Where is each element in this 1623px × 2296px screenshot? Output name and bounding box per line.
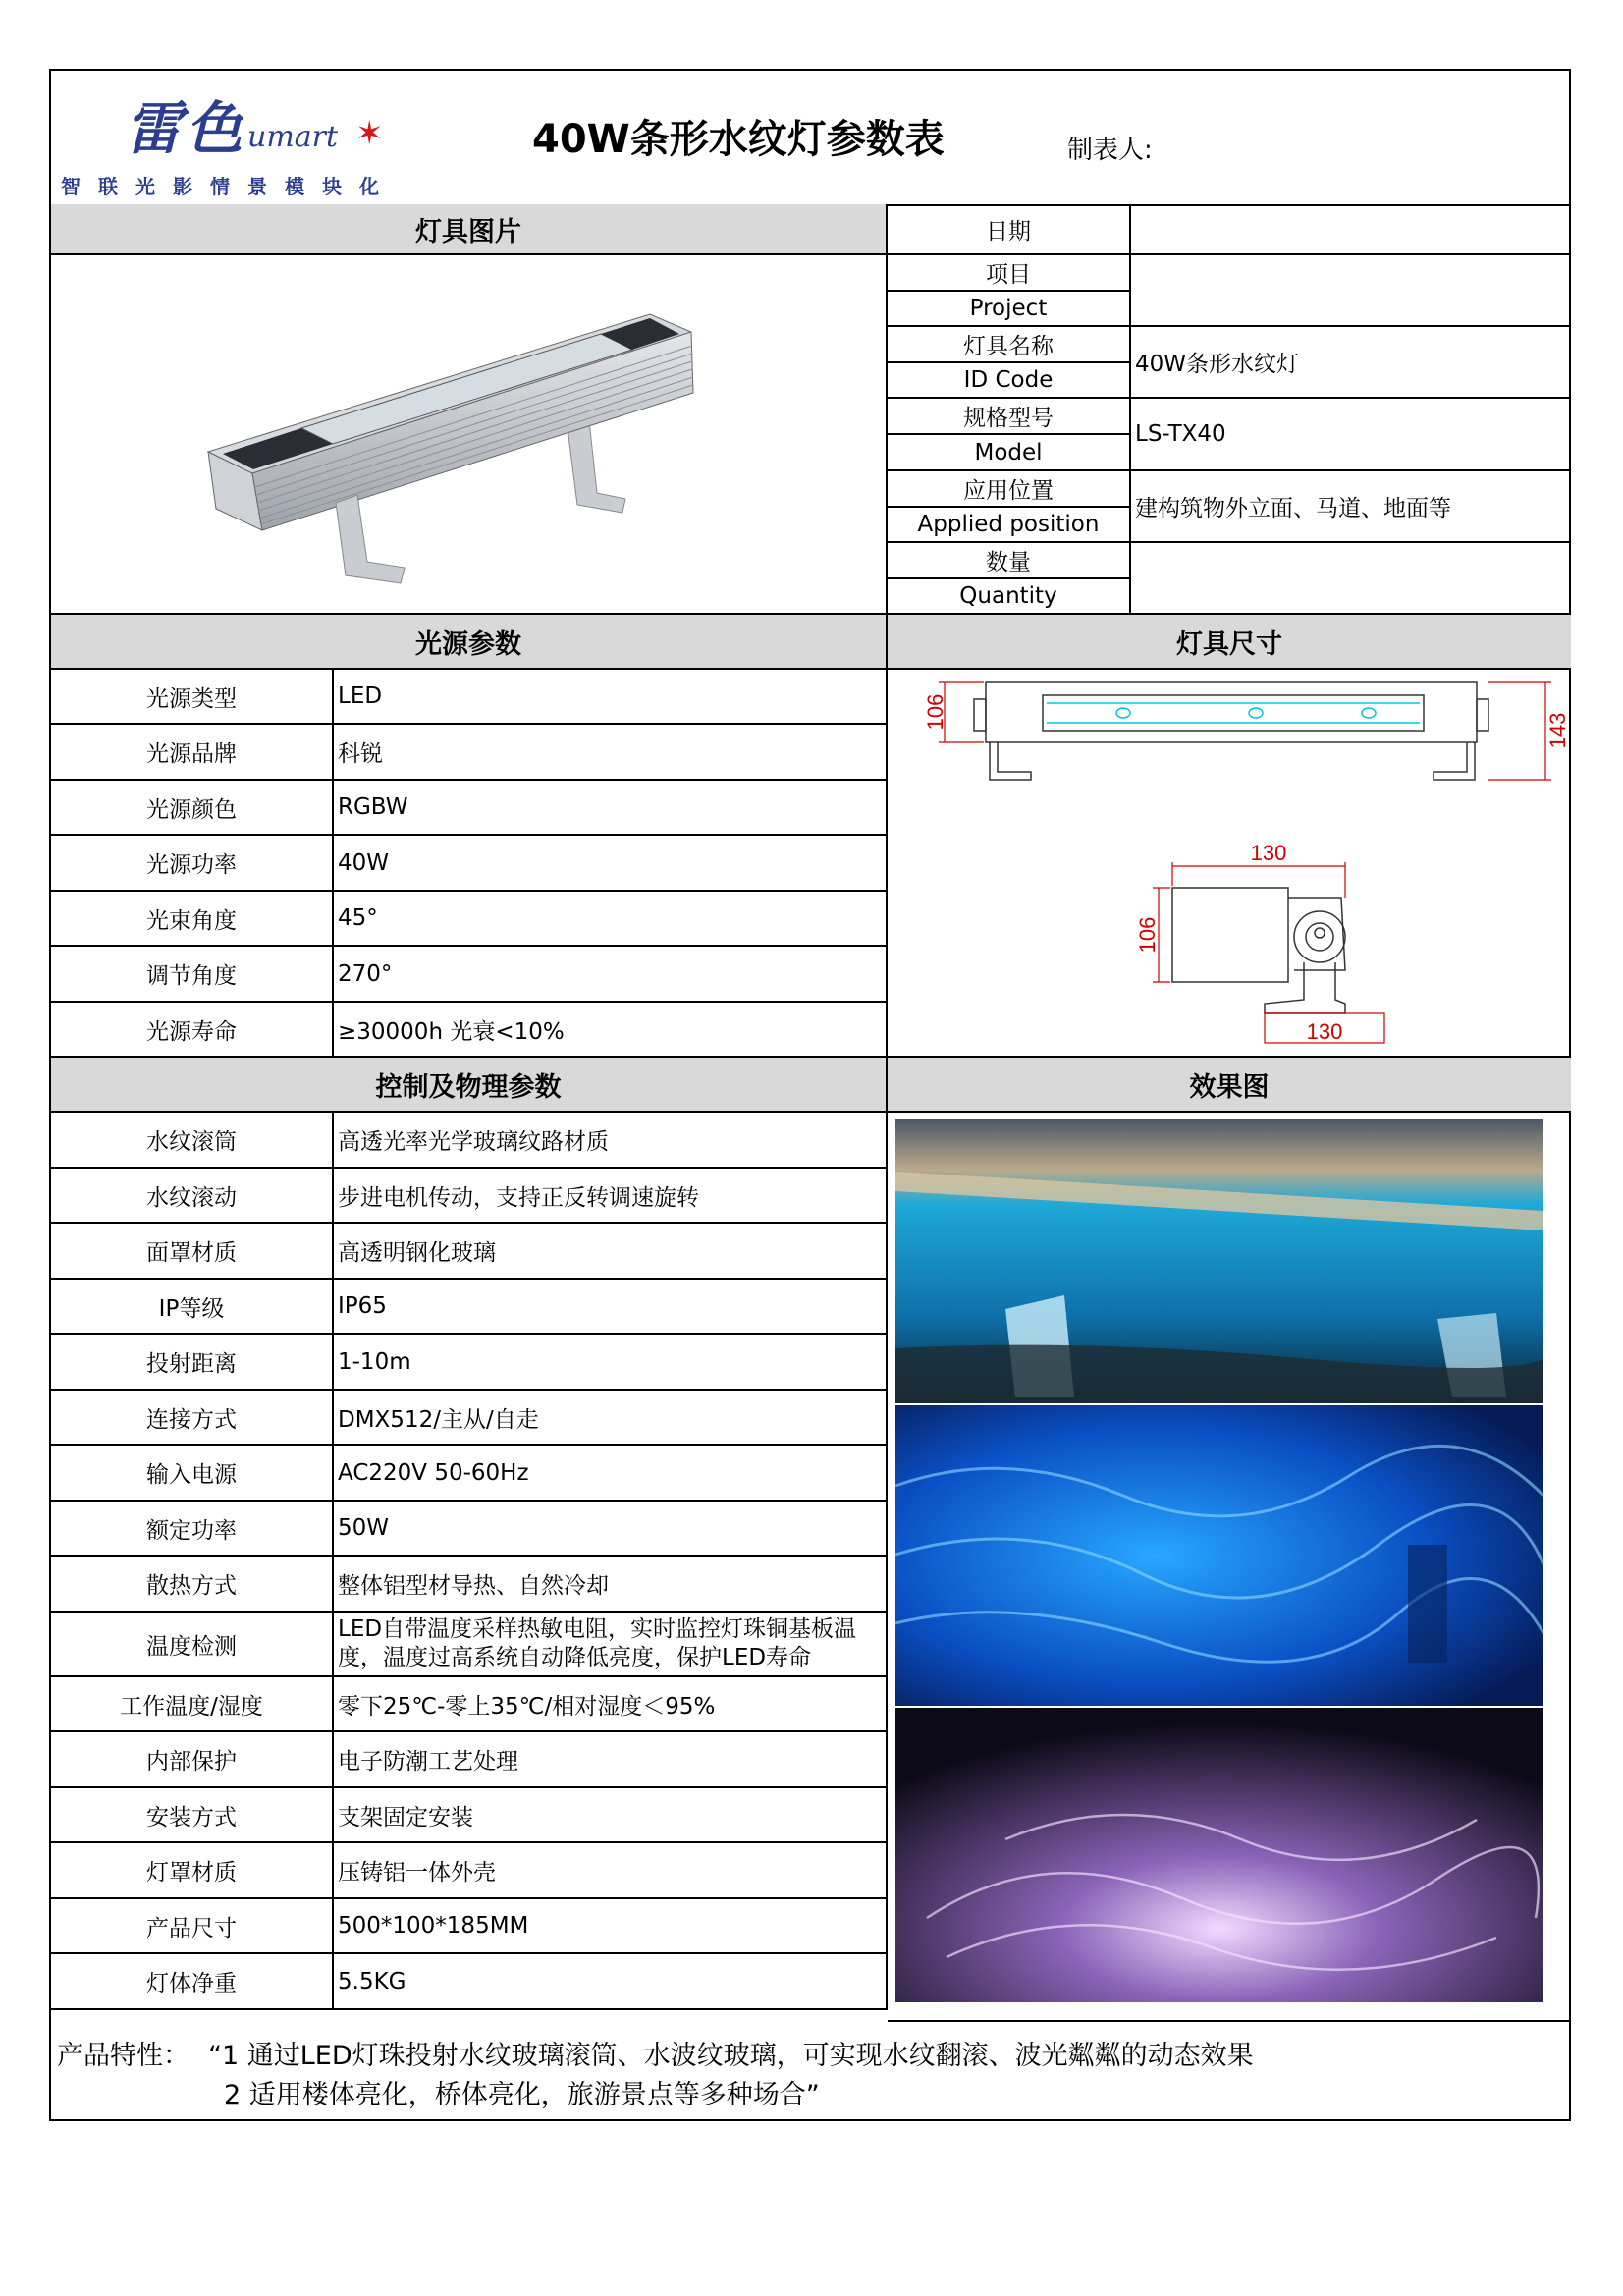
light-param-value: 40W xyxy=(334,836,888,892)
section-light-source-header: 光源参数 xyxy=(51,615,888,670)
section-effect-header: 效果图 xyxy=(888,1058,1571,1113)
section-dimensions-header: 灯具尺寸 xyxy=(888,615,1571,670)
product-features xyxy=(51,2022,1571,2120)
info-project-value xyxy=(1131,255,1571,327)
info-project-en: Project xyxy=(888,292,1131,327)
info-qty-en: Quantity xyxy=(888,579,1131,615)
logo-slogan: 智联光影情景模块化 xyxy=(61,175,397,198)
light-param-label: 光束角度 xyxy=(51,892,334,947)
control-param-label: 投射距离 xyxy=(51,1335,334,1391)
control-param-value: 压铸铝一体外壳 xyxy=(334,1843,888,1899)
control-param-value: 50W xyxy=(334,1502,888,1557)
control-param-value: 1-10m xyxy=(334,1335,888,1391)
info-project-cn: 项目 xyxy=(888,255,1131,292)
light-param-value: LED xyxy=(334,670,888,725)
control-param-label: 灯体净重 xyxy=(51,1954,334,2010)
light-param-label: 光源颜色 xyxy=(51,781,334,836)
side-height-label: 106 xyxy=(1135,916,1160,954)
feature-line-2: 2 适用楼体亮化，桥体亮化，旅游景点等多种场合” xyxy=(224,2080,820,2110)
front-height-right-label: 143 xyxy=(1545,712,1570,749)
maker-label: 制表人: xyxy=(1067,136,1153,165)
light-param-label: 光源类型 xyxy=(51,670,334,725)
control-param-value: 5.5KG xyxy=(334,1954,888,2010)
control-param-value: DMX512/主从/自走 xyxy=(334,1391,888,1446)
light-param-label: 光源功率 xyxy=(51,836,334,892)
info-name-en: ID Code xyxy=(888,363,1131,399)
section-control-header: 控制及物理参数 xyxy=(51,1058,888,1113)
control-param-label: 工作温度/湿度 xyxy=(51,1677,334,1732)
control-param-label: 面罩材质 xyxy=(51,1224,334,1280)
front-height-left-label: 106 xyxy=(923,693,947,731)
light-param-label: 光源品牌 xyxy=(51,725,334,781)
control-param-value: 电子防潮工艺处理 xyxy=(334,1732,888,1788)
info-qty-cn: 数量 xyxy=(888,543,1131,579)
control-param-value: LED自带温度采样热敏电阻，实时监控灯珠铜基板温度，温度过高系统自动降低亮度，保护LED寿命 xyxy=(334,1613,888,1677)
side-width-top-label: 130 xyxy=(1250,841,1287,865)
info-position-value: 建构筑物外立面、马道、地面等 xyxy=(1131,471,1571,543)
control-param-value: 高透光率光学玻璃纹路材质 xyxy=(334,1113,888,1169)
info-position-en: Applied position xyxy=(888,508,1131,543)
fixture-photo-image xyxy=(51,255,886,613)
control-param-label: 灯罩材质 xyxy=(51,1843,334,1899)
section-photo-header: 灯具图片 xyxy=(51,204,888,255)
control-param-value: 零下25℃-零上35℃/相对湿度＜95% xyxy=(334,1677,888,1732)
control-param-value: 整体铝型材导热、自然冷却 xyxy=(334,1557,888,1613)
light-param-label: 光源寿命 xyxy=(51,1003,334,1058)
dimension-drawing xyxy=(888,670,1571,1058)
control-param-label: 输入电源 xyxy=(51,1446,334,1502)
control-param-label: IP等级 xyxy=(51,1280,334,1335)
control-param-label: 散热方式 xyxy=(51,1557,334,1613)
control-param-label: 内部保护 xyxy=(51,1732,334,1788)
info-qty-value xyxy=(1131,543,1571,615)
side-width-bottom-label: 130 xyxy=(1306,1019,1343,1044)
light-param-value: 45° xyxy=(334,892,888,947)
control-param-label: 安装方式 xyxy=(51,1788,334,1843)
brand-logo xyxy=(61,81,473,198)
control-param-label: 产品尺寸 xyxy=(51,1899,334,1954)
control-param-label: 额定功率 xyxy=(51,1502,334,1557)
control-param-label: 水纹滚动 xyxy=(51,1169,334,1224)
light-param-value: 科锐 xyxy=(334,725,888,781)
info-model-en: Model xyxy=(888,435,1131,471)
control-param-value: 高透明钢化玻璃 xyxy=(334,1224,888,1280)
control-param-label: 温度检测 xyxy=(51,1613,334,1677)
control-param-value: AC220V 50-60Hz xyxy=(334,1446,888,1502)
effect-photos xyxy=(888,1113,1571,2022)
info-model-cn: 规格型号 xyxy=(888,399,1131,435)
info-date-value xyxy=(1131,204,1571,255)
effect-photo-purple-ripple xyxy=(895,1708,1543,2002)
logo-chinese: 雷色 xyxy=(125,95,247,162)
control-param-label: 连接方式 xyxy=(51,1391,334,1446)
effect-photo-bridge xyxy=(895,1119,1543,1403)
star-icon: ✶ xyxy=(355,114,384,153)
effect-photos-svg xyxy=(888,1113,1571,2020)
page-title: 40W条形水纹灯参数表 xyxy=(532,117,945,162)
info-date-label: 日期 xyxy=(888,204,1131,255)
control-param-value: IP65 xyxy=(334,1280,888,1335)
info-name-cn: 灯具名称 xyxy=(888,327,1131,363)
control-param-label: 水纹滚筒 xyxy=(51,1113,334,1169)
spec-sheet xyxy=(49,69,1571,2121)
fixture-photo xyxy=(51,255,888,615)
header xyxy=(51,71,1571,206)
control-param-value: 500*100*185MM xyxy=(334,1899,888,1954)
dimension-drawing-svg xyxy=(888,670,1571,1056)
info-position-cn: 应用位置 xyxy=(888,471,1131,508)
features-label: 产品特性： xyxy=(57,2041,189,2071)
feature-line-1: “1 通过LED灯珠投射水纹玻璃滚筒、水波纹玻璃，可实现水纹翻滚、波光粼粼的动态效果 xyxy=(208,2041,1254,2071)
logo-english: umart xyxy=(247,120,339,154)
light-param-value: RGBW xyxy=(334,781,888,836)
control-param-value: 步进电机传动，支持正反转调速旋转 xyxy=(334,1169,888,1224)
control-param-value: 支架固定安装 xyxy=(334,1788,888,1843)
light-param-value: 270° xyxy=(334,947,888,1003)
light-param-label: 调节角度 xyxy=(51,947,334,1003)
info-model-value: LS-TX40 xyxy=(1131,399,1571,471)
effect-photo-blue-ripple xyxy=(895,1405,1543,1706)
info-name-value: 40W条形水纹灯 xyxy=(1131,327,1571,399)
light-param-value: ≥30000h 光衰<10% xyxy=(334,1003,888,1058)
